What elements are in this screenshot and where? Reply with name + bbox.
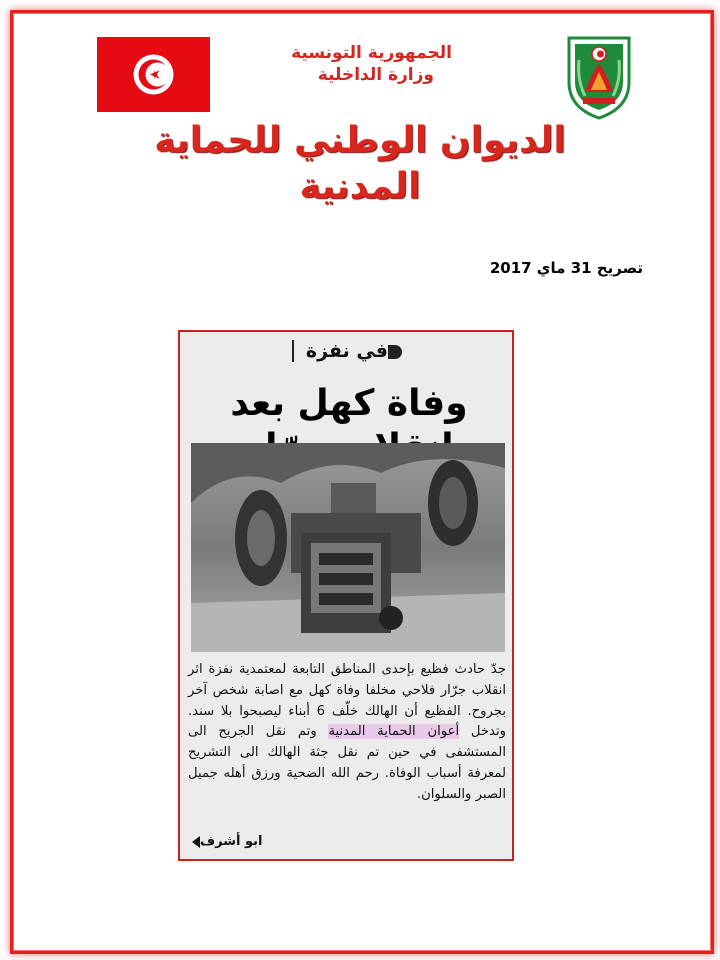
- newspaper-clipping: [178, 330, 514, 861]
- agency-title: الديوان الوطني للحماية المدنية: [154, 120, 566, 207]
- clipping-body-rest: وتم نقل الجريح الى المستشفى في حين تم نقل جثة الهالك الى التشريح لمعرفة أسباب الوفاة. رحم الله الضحية ورزق أهله جميل الصبر والسلوان.: [188, 724, 506, 802]
- header-text: [291, 42, 452, 86]
- author-marker-icon: [192, 836, 200, 848]
- section-marker-icon: [388, 345, 402, 359]
- tunisia-flag-icon: [97, 37, 210, 112]
- statement-date: تصريح 31 ماي 2017: [489, 259, 643, 277]
- clipping-body: [188, 660, 506, 806]
- ministry-name: وزارة الداخلية: [317, 65, 434, 85]
- clipping-body-text: جدّ حادث فظيع بإحدى المناطق التابعة لمعتمدية نفزة اثر انقلاب جرّار فلاحي مخلفا وفاة كهل مع اصابة شخص آخر بجروح. الفظيع أن الهالك خلّف 6 أبناء ليصبحوا بلا سند. وتدخل: [188, 662, 506, 740]
- clipping-headline: وفاة كهل بعد: [230, 383, 468, 424]
- section-text: في نفزة: [305, 340, 388, 362]
- civil-protection-emblem-icon: [563, 30, 635, 120]
- author-name: ابو أشرف: [200, 834, 263, 849]
- clipping-body-highlight: أعوان الحماية المدنية: [328, 724, 460, 740]
- republic-name: الجمهورية التونسية: [291, 43, 452, 63]
- overturned-tractor-photo: [191, 443, 505, 652]
- clipping-author: [188, 834, 262, 849]
- clipping-section-label: [292, 340, 408, 362]
